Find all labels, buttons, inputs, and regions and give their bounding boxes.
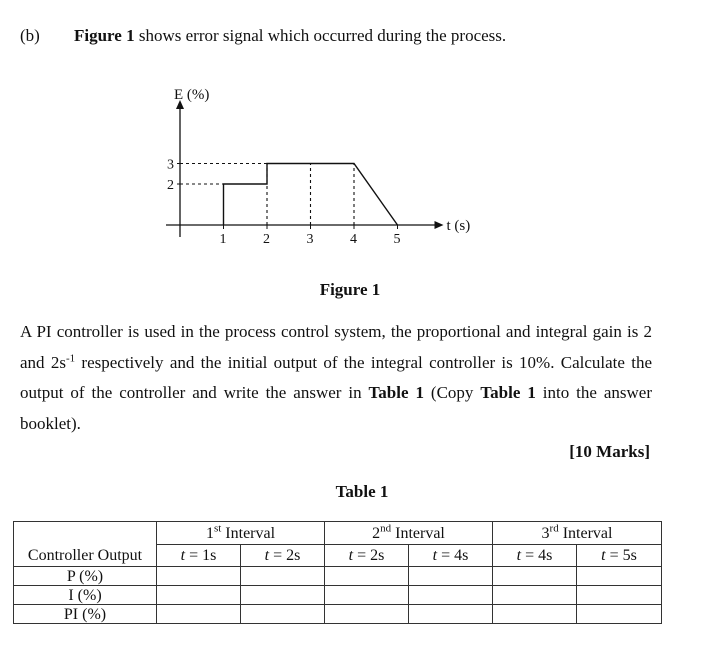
time-cell: t = 1s: [157, 545, 241, 567]
answer-cell: [241, 586, 325, 605]
answer-cell: [325, 567, 409, 586]
answer-cell: [241, 567, 325, 586]
answer-cell: [157, 586, 241, 605]
heading-figure-ref: Figure 1: [74, 26, 135, 45]
x-tick-label: 4: [350, 232, 357, 247]
row-label-pi: PI (%): [14, 605, 157, 624]
table-title: Table 1: [335, 482, 389, 501]
answer-cell: [409, 586, 493, 605]
y-tick-label: 3: [167, 157, 174, 173]
paragraph-table-ref-2: Table 1: [480, 383, 536, 402]
answer-cell: [157, 567, 241, 586]
table-header-row: [14, 522, 662, 545]
answer-cell: [493, 605, 577, 624]
x-axis-label: t (s): [446, 218, 471, 234]
time-cell: t = 5s: [577, 545, 662, 567]
x-tick-label: 5: [393, 232, 401, 247]
paragraph-superscript: -1: [65, 351, 76, 364]
heading-text: shows error signal which occurred during the process.: [134, 26, 507, 45]
row-header-controller-output: Controller Output: [14, 545, 157, 567]
answer-cell: [493, 586, 577, 605]
marks-label: [10 Marks]: [569, 442, 650, 461]
x-tick-label: 3: [306, 232, 314, 247]
table-corner-cell: [14, 522, 157, 545]
answer-cell: [409, 567, 493, 586]
y-axis-label: E (%): [174, 87, 210, 103]
table-row-pi: [14, 605, 662, 624]
table-subheader-row: [14, 545, 662, 567]
answer-cell: [577, 567, 662, 586]
paragraph-text-1: A PI controller is used in the process control system, the proportional and integral gain is 2 and 2s: [20, 322, 652, 372]
error-signal-chart: [150, 80, 471, 250]
interval-header-2: 2nd Interval: [325, 522, 493, 545]
answer-cell: [325, 605, 409, 624]
figure-caption: Figure 1: [319, 280, 381, 299]
time-cell: t = 2s: [241, 545, 325, 567]
answer-table: [13, 521, 662, 624]
time-cell: t = 4s: [493, 545, 577, 567]
question-heading: [74, 26, 506, 46]
row-label-i: I (%): [14, 586, 157, 605]
part-label: (b): [20, 26, 40, 45]
y-tick-label: 2: [167, 178, 174, 193]
time-cell: t = 4s: [409, 545, 493, 567]
answer-cell: [577, 586, 662, 605]
answer-cell: [157, 605, 241, 624]
time-cell: t = 2s: [325, 545, 409, 567]
interval-header-1: 1st Interval: [157, 522, 325, 545]
answer-cell: [241, 605, 325, 624]
table-row-p: [14, 567, 662, 586]
answer-cell: [493, 567, 577, 586]
question-paragraph: [20, 317, 652, 439]
row-label-p: P (%): [14, 567, 157, 586]
x-axis-arrow: [435, 221, 444, 229]
paragraph-text-3: (Copy: [423, 383, 481, 402]
x-tick-label: 1: [219, 232, 227, 247]
paragraph-text-4: into the answer booklet).: [20, 383, 653, 433]
answer-cell: [577, 605, 662, 624]
x-tick-label: 2: [263, 232, 270, 247]
interval-header-3: 3rd Interval: [493, 522, 662, 545]
answer-cell: [325, 586, 409, 605]
paragraph-table-ref-1: Table 1: [368, 383, 424, 402]
paragraph-text-2: respectively and the initial output of the integral controller is 10%. Calculate the output of the controller and write the answer in: [20, 352, 652, 402]
answer-cell: [409, 605, 493, 624]
table-row-i: [14, 586, 662, 605]
